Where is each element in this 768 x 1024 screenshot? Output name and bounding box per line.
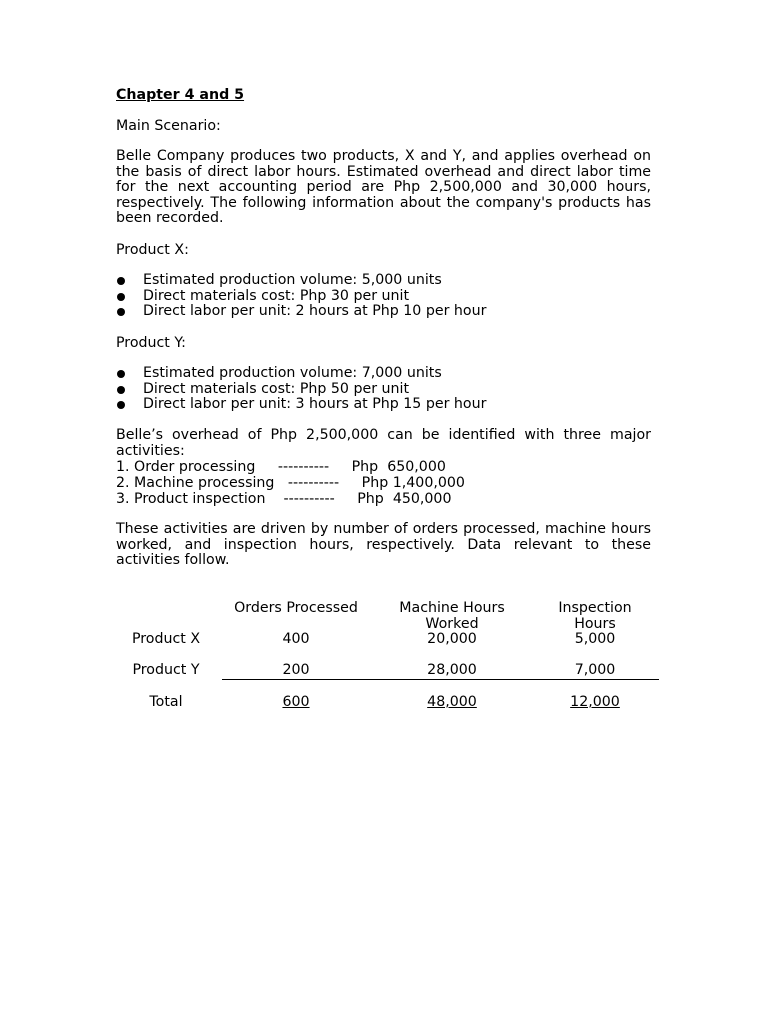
row-label: Product Y [132,662,200,678]
total-inspection-hours-value: 12,000 [570,694,620,710]
header-inspection-line1: Inspection [558,600,632,616]
total-machine-hours-value: 48,000 [427,694,477,710]
header-machine-hours-line1: Machine Hours [399,600,505,616]
inspection-hours-value: 5,000 [574,631,616,647]
total-label: Total [149,694,183,710]
orders-value: 200 [282,662,310,678]
header-machine-hours-line2: Worked [425,616,479,632]
product-y-list [116,366,676,413]
list-item: Estimated production volume: 7,000 units [116,366,676,382]
product-x-list [116,273,676,320]
list-item: Direct labor per unit: 2 hours at Php 10 per hour [116,304,676,320]
list-item: Direct labor per unit: 3 hours at Php 15 per hour [116,397,676,413]
list-item: Estimated production volume: 5,000 units [116,273,676,289]
bullet-icon [117,308,125,316]
list-item: Direct materials cost: Php 50 per unit [116,382,676,398]
bullet-icon [117,293,125,301]
product-x-title: Product X: [116,242,189,258]
product-y-title: Product Y: [116,335,186,351]
total-divider-line [222,679,659,680]
bullet-icon [117,386,125,394]
drivers-paragraph: These activities are driven by number of orders processed, machine hours worked, and inspection hours, respectively. Data relevant to these activities follow. [116,521,651,569]
machine-hours-value: 28,000 [427,662,477,678]
activity-machine-processing: 2. Machine processing ---------- Php 1,400,000 [116,475,465,491]
activity-product-inspection: 3. Product inspection ---------- Php 450,000 [116,491,452,507]
main-scenario-label: Main Scenario: [116,118,221,134]
bullet-icon [117,401,125,409]
bullet-icon [117,277,125,285]
inspection-hours-value: 7,000 [574,662,616,678]
activity-order-processing: 1. Order processing ---------- Php 650,000 [116,459,446,475]
intro-paragraph: Belle Company produces two products, X and Y, and applies overhead on the basis of direct labor hours. Estimated overhead and direct labor time for the next accounting period are Php 2,500,000 and 30,000 hours, respectively. The following information about the company's products has been recorded. [116,148,651,227]
list-item: Direct materials cost: Php 30 per unit [116,289,676,305]
overhead-paragraph: Belle’s overhead of Php 2,500,000 can be identified with three major activities: [116,427,651,459]
row-label: Product X [131,631,201,647]
header-inspection-line2: Hours [574,616,616,632]
bullet-icon [117,370,125,378]
header-orders-processed: Orders Processed [234,600,358,616]
total-orders-value: 600 [282,694,310,710]
machine-hours-value: 20,000 [427,631,477,647]
chapter-heading: Chapter 4 and 5 [116,87,245,103]
orders-value: 400 [282,631,310,647]
